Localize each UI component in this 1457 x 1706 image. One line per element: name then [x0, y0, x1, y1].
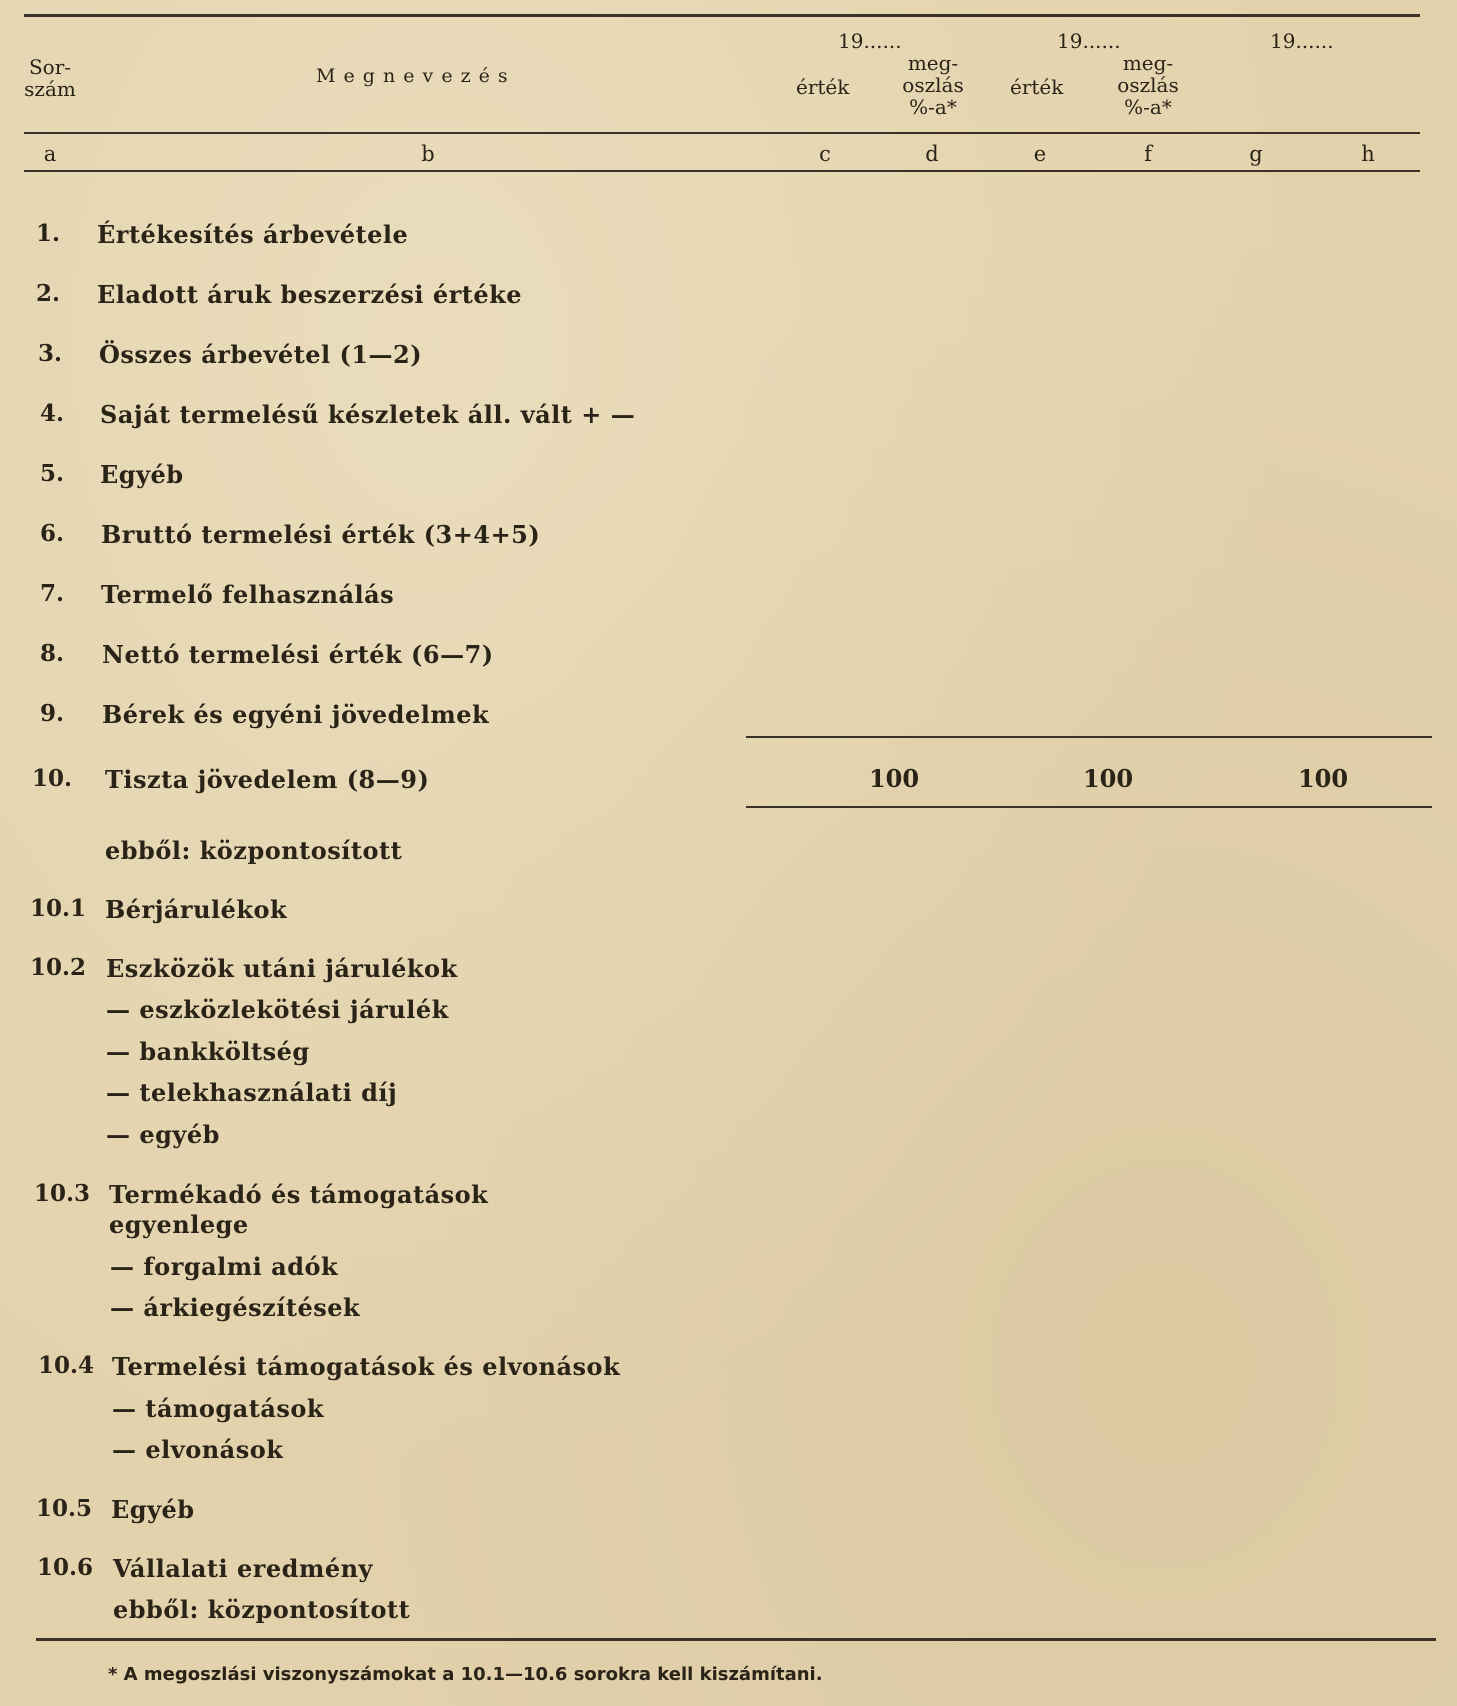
- row-label-cont: egyenlege: [109, 1210, 249, 1239]
- header-year-3: 19......: [1270, 29, 1334, 53]
- header-year-2: 19......: [1057, 29, 1121, 53]
- row-label: Eladott áruk beszerzési értéke: [97, 280, 523, 309]
- row-num: 10.1: [30, 895, 87, 922]
- bottom-rule: [36, 1638, 1436, 1641]
- col-letter-g: g: [1249, 142, 1263, 166]
- letters-rule: [24, 170, 1420, 172]
- col-letter-f: f: [1144, 142, 1152, 166]
- header-megnevezes: M e g n e v e z é s: [316, 65, 509, 87]
- row-num: 10.3: [34, 1180, 91, 1207]
- col-letter-c: c: [819, 142, 831, 166]
- row-num: 10.4: [38, 1352, 95, 1379]
- header-megoszlas-d: [893, 52, 973, 118]
- row10-value-g: 100: [1297, 764, 1349, 793]
- row10-value-c: 100: [868, 764, 920, 793]
- row10-bottom-rule: [746, 806, 1432, 808]
- col-letter-e: e: [1033, 142, 1047, 166]
- row-label: Bérjárulékok: [105, 895, 288, 924]
- row-num: 9.: [40, 700, 65, 727]
- header-rule: [24, 132, 1420, 134]
- ebbol-kozpontositott-2: ebből: központosított: [113, 1595, 411, 1624]
- footnote: * A megoszlási viszonyszámokat a 10.1—10.6 sorokra kell kiszámítani.: [108, 1664, 823, 1685]
- header-f-line3: %-a*: [1124, 95, 1172, 119]
- row-num: 10.5: [36, 1495, 93, 1522]
- header-f-line1: meg-: [1122, 51, 1174, 75]
- row-num: 7.: [40, 580, 65, 607]
- row-label: Vállalati eredmény: [113, 1554, 374, 1583]
- row-num: 6.: [40, 520, 65, 547]
- row-label: Bruttó termelési érték (3+4+5): [101, 520, 541, 549]
- sub-item: — bankköltség: [106, 1037, 310, 1066]
- row-label: Eszközök utáni járulékok: [106, 954, 458, 983]
- header-d-line1: meg-: [907, 51, 959, 75]
- row-num: 4.: [40, 400, 65, 427]
- row-label: Értékesítés árbevétele: [97, 220, 409, 249]
- row-num: 10.: [32, 765, 73, 792]
- sub-item: — elvonások: [112, 1435, 284, 1464]
- row-label: Termékadó és támogatások: [109, 1180, 489, 1209]
- header-sorszam-line2: szám: [24, 77, 76, 101]
- header-ertek-c: érték: [796, 75, 850, 99]
- row10-top-rule: [746, 736, 1432, 738]
- col-letter-b: b: [421, 142, 435, 166]
- row-num: 8.: [40, 640, 65, 667]
- sub-item: — forgalmi adók: [110, 1252, 339, 1281]
- row-label: Termelő felhasználás: [101, 580, 395, 609]
- header-ertek-e: érték: [1010, 75, 1064, 99]
- header-f-line2: oszlás: [1117, 73, 1179, 97]
- col-letter-h: h: [1361, 142, 1375, 166]
- header-d-line3: %-a*: [909, 95, 957, 119]
- ebbol-kozpontositott: ebből: központosított: [105, 836, 403, 865]
- row-label: Bérek és egyéni jövedelmek: [102, 700, 490, 729]
- col-letter-d: d: [925, 142, 939, 166]
- sub-item: — eszközlekötési járulék: [106, 995, 449, 1024]
- row-label: Termelési támogatások és elvonások: [112, 1352, 621, 1381]
- row-num: 1.: [36, 220, 61, 247]
- row-label: Saját termelésű készletek áll. vált + —: [100, 400, 636, 429]
- row-label: Egyéb: [100, 460, 184, 489]
- row10-value-e: 100: [1082, 764, 1134, 793]
- sub-item: — árkiegészítések: [110, 1293, 361, 1322]
- header-sorszam-line1: Sor-: [28, 55, 72, 79]
- row-label: Összes árbevétel (1—2): [99, 340, 423, 369]
- sub-item: — telekhasználati díj: [106, 1078, 398, 1107]
- row-num: 5.: [40, 460, 65, 487]
- row-num: 3.: [38, 340, 63, 367]
- row-label: Tiszta jövedelem (8—9): [105, 765, 430, 794]
- row-num: 10.6: [37, 1554, 94, 1581]
- header-megoszlas-f: [1108, 52, 1188, 118]
- header-d-line2: oszlás: [902, 73, 964, 97]
- row-label: Egyéb: [111, 1495, 195, 1524]
- col-letter-a: a: [43, 142, 57, 166]
- header-sorszam: [18, 56, 82, 100]
- sub-item: — támogatások: [112, 1394, 325, 1423]
- row-num: 2.: [36, 280, 61, 307]
- row-num: 10.2: [30, 954, 87, 981]
- row-label: Nettó termelési érték (6—7): [102, 640, 494, 669]
- sub-item: — egyéb: [106, 1120, 220, 1149]
- header-year-1: 19......: [838, 29, 902, 53]
- top-rule: [24, 14, 1420, 17]
